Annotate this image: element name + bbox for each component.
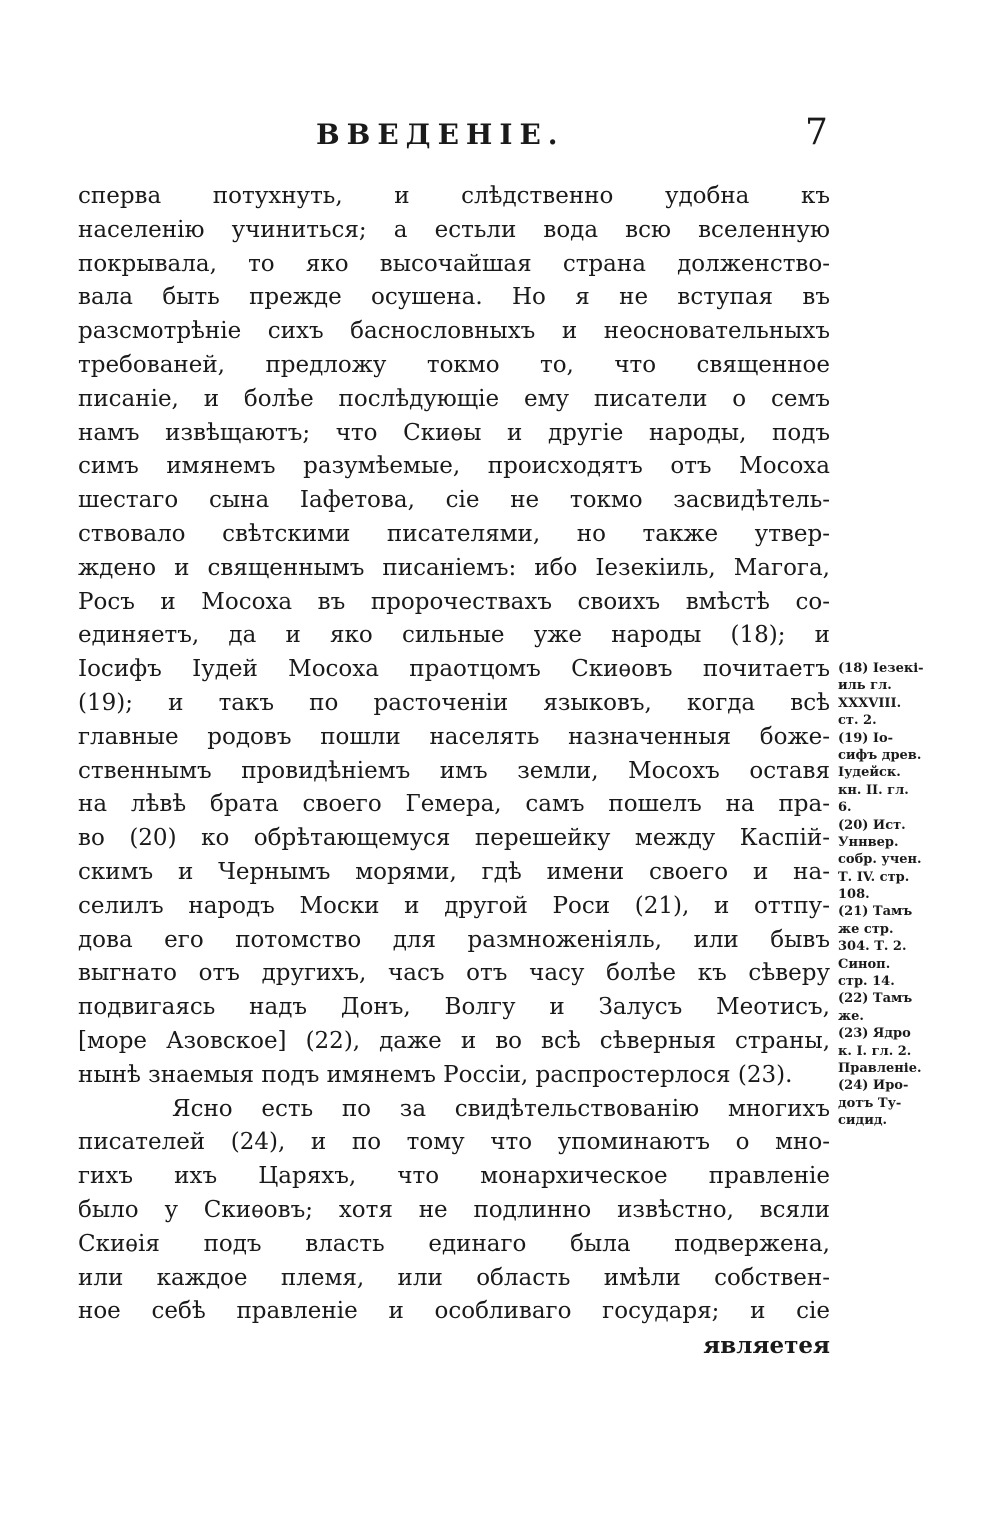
text-line: выгнато отъ другихъ, часъ отъ часу болѣе къ сѣверу	[78, 960, 830, 987]
note-line: иль гл.	[838, 678, 892, 694]
text-line: ствовало свѣтскими писателями, но также утвер-	[78, 520, 830, 547]
note-line: сифъ древ.	[838, 747, 922, 763]
note-line: (19) Іо-	[838, 730, 894, 746]
text-line: ственнымъ провидѣніемъ имъ земли, Мосохъ оставя	[78, 757, 830, 784]
note-line: Синоп.	[838, 956, 891, 972]
text-line: [море Азовское] (22), даже и во всѣ сѣверныя страны,	[78, 1027, 830, 1054]
text-line: во (20) ко обрѣтающемуся перешейку между Каспій-	[78, 825, 830, 852]
text-line: писателей (24), и по тому что упоминаютъ о мно-	[78, 1129, 830, 1156]
page-header	[0, 112, 1000, 162]
main-text	[78, 180, 830, 1363]
text-line: скимъ и Чернымъ морями, гдѣ имени своего и на-	[78, 858, 830, 885]
text-line: ное себѣ правленіе и особливаго государя; и сіе	[78, 1298, 830, 1325]
note-line: ст. 2.	[838, 713, 877, 729]
text-line: разсмотрѣніе сихъ баснословныхъ и неосновательныхъ	[78, 318, 830, 345]
note-line: же стр.	[838, 921, 894, 937]
text-line: единяетъ, да и яко сильные уже народы (18); и	[78, 622, 830, 649]
text-line: Іосифъ Іудей Мосоха праотцомъ Скиѳовъ почитаетъ	[78, 656, 830, 683]
text-line: намъ извѣщаютъ; что Скиѳы и другіе народы, подъ	[78, 419, 830, 446]
note-line: собр. учен.	[838, 852, 922, 868]
text-line: населенію учиниться; а естьли вода всю вселенную	[78, 216, 830, 243]
text-line: или каждое племя, или область имѣли собствен-	[78, 1264, 830, 1291]
text-line: нынѣ знаемыя подъ имянемъ Россіи, распростерлося (23).	[78, 1061, 793, 1088]
note-line: дотъ Ту-	[838, 1095, 902, 1111]
note-line: Правленіе.	[838, 1060, 922, 1076]
note-line: (18) Іезекі-	[838, 661, 924, 676]
text-line: ждено и священнымъ писаніемъ: ибо Іезекіиль, Магога,	[78, 554, 830, 581]
text-line: покрывала, то яко высочайшая страна долженство-	[78, 250, 830, 277]
marginal-notes	[838, 660, 958, 1130]
note-line: же.	[838, 1008, 864, 1024]
note-line: (24) Иро-	[838, 1078, 909, 1094]
note-line: сидид.	[838, 1113, 888, 1129]
text-line: симъ имянемъ разумѣемые, происходятъ отъ Мосоха	[78, 453, 830, 480]
note-line: 304. Т. 2.	[838, 939, 907, 955]
note-line: к. I. гл. 2.	[838, 1043, 912, 1059]
text-line: Скиѳія подъ власть единаго была подвержена,	[78, 1230, 830, 1257]
note-line: (20) Ист.	[838, 817, 906, 833]
text-line: селилъ народъ Моски и другой Роси (21), и оттпу-	[78, 892, 830, 919]
text-line: подвигаясь надъ Донъ, Волгу и Залусъ Меотисъ,	[78, 994, 830, 1021]
text-line: вала быть прежде осушена. Но я не вступая въ	[78, 284, 830, 311]
note-line: стр. 14.	[838, 974, 895, 990]
text-line: на лѣвѣ брата своего Гемера, самъ пошелъ на пра-	[78, 791, 830, 818]
text-line: было у Скиѳовъ; хотя не подлинно извѣстно, всяли	[78, 1196, 830, 1223]
page-number: 7	[805, 112, 828, 153]
note-line: 108.	[838, 887, 870, 903]
note-line: (23) Ядро	[838, 1026, 911, 1042]
text-line: шестаго сына Іафетова, сіе не токмо засвидѣтель-	[78, 487, 830, 514]
text-line: главные родовъ пошли населять назначенныя боже-	[78, 723, 830, 750]
running-title: ВВЕДЕНІЕ.	[316, 118, 565, 151]
text-line: писаніе, и болѣе послѣдующіе ему писатели о семъ	[78, 385, 830, 412]
catchword: являетея	[703, 1332, 830, 1360]
note-line: XXXVIII.	[838, 695, 902, 711]
note-line: (22) Тамъ	[838, 991, 913, 1007]
text-line: (19); и такъ по расточеніи языковъ, когда всѣ	[78, 689, 830, 716]
text-line: сперва потухнуть, и слѣдственно удобна къ	[78, 183, 830, 209]
note-line: Уннвер.	[838, 834, 899, 850]
note-line: (21) Тамъ	[838, 904, 913, 920]
note-line: Т. IV. стр.	[838, 869, 910, 885]
text-line: дова его потомство для размноженіяль, или бывъ	[78, 926, 830, 953]
note-line: 6.	[838, 800, 852, 816]
note-line: Іудейск.	[838, 765, 901, 781]
text-line: Росъ и Мосоха въ пророчествахъ своихъ вмѣстѣ со-	[78, 588, 830, 615]
text-line: гихъ ихъ Царяхъ, что монархическое правленіе	[78, 1163, 830, 1190]
text-line: требованей, предложу токмо то, что священное	[78, 351, 830, 378]
paragraph-first-line: Ясно есть по за свидѣтельствованію многихъ	[172, 1095, 830, 1122]
note-line: кн. II. гл.	[838, 782, 909, 798]
